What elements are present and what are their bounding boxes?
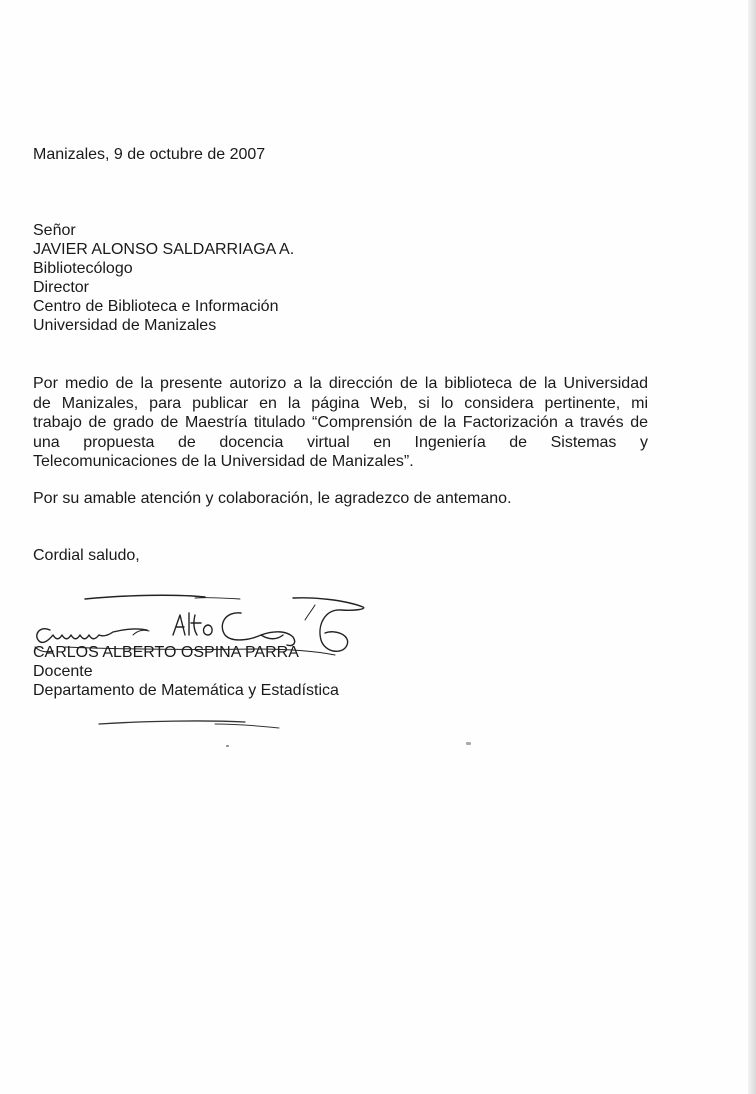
scan-edge-shadow — [748, 0, 756, 1094]
signer-block — [33, 643, 339, 700]
scan-mark-line — [95, 712, 285, 742]
body-line: trabajo de grado de Maestría titulado “Comprensión de la Factorización a través de — [33, 414, 648, 431]
recipient-role: Director — [33, 279, 90, 296]
recipient-name: JAVIER ALONSO SALDARRIAGA A. — [33, 241, 295, 258]
body-line: de Manizales, para publicar en la página Web, si lo considera pertinente, mi — [33, 394, 648, 412]
closing-line: Cordial saludo, — [33, 547, 140, 564]
scan-speck — [226, 745, 229, 747]
recipient-salutation: Señor — [33, 222, 76, 239]
recipient-profession: Bibliotecólogo — [33, 260, 133, 277]
thanks-line: Por su amable atención y colaboración, le agradezco de antemano. — [33, 490, 512, 507]
body-line: una propuesta de docencia virtual en Ingeniería de Sistemas y — [33, 433, 648, 451]
signer-name: CARLOS ALBERTO OSPINA PARRA — [33, 644, 299, 661]
recipient-department: Centro de Biblioteca e Información — [33, 298, 279, 315]
signer-position: Docente — [33, 663, 93, 680]
body-line: Por medio de la presente autorizo a la dirección de la biblioteca de la Universidad — [33, 375, 648, 392]
recipient-block — [33, 221, 294, 335]
scan-speck — [466, 742, 471, 745]
body-line: Telecomunicaciones de la Universidad de Manizales”. — [33, 453, 414, 470]
body-paragraph — [33, 374, 648, 472]
signer-department: Departamento de Matemática y Estadística — [33, 682, 339, 699]
date-line: Manizales, 9 de octubre de 2007 — [33, 146, 266, 163]
recipient-institution: Universidad de Manizales — [33, 317, 217, 334]
